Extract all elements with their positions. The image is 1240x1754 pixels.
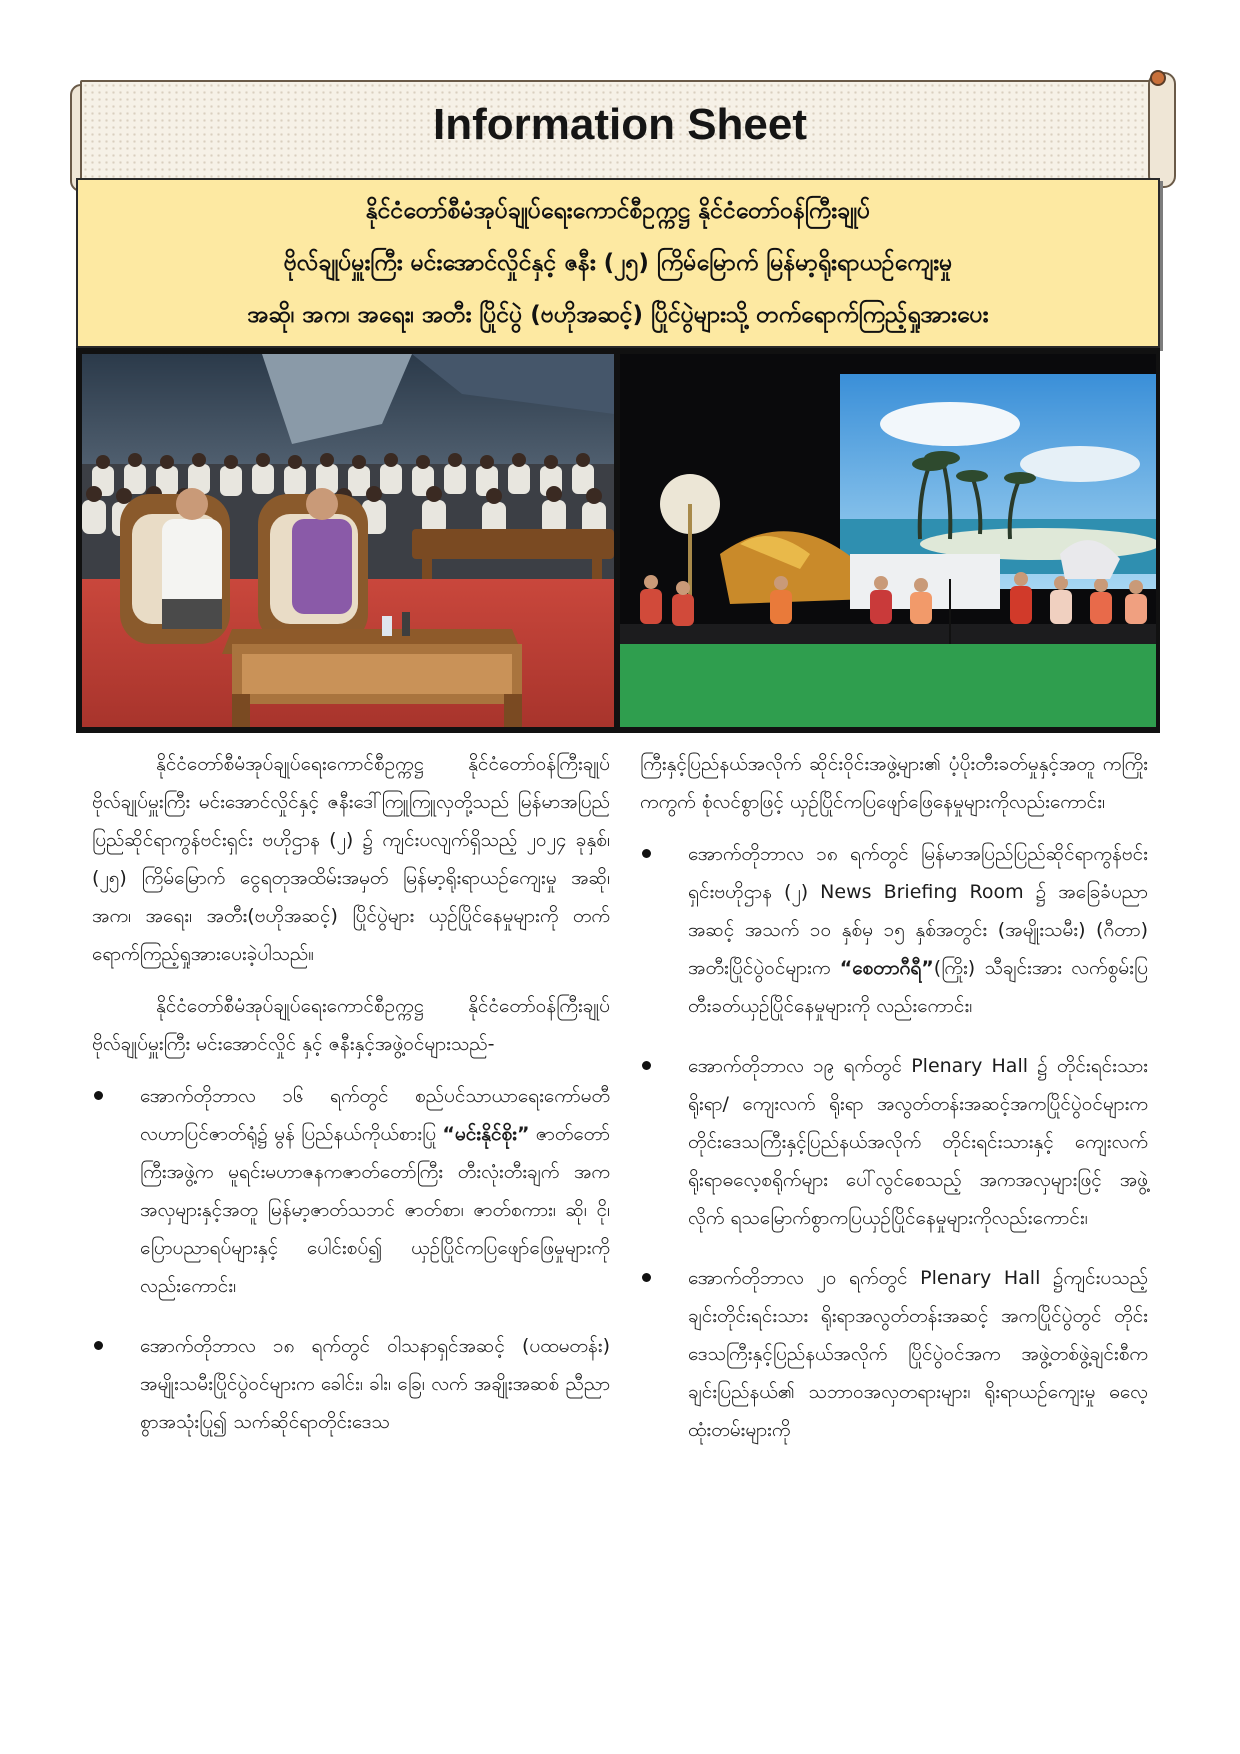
bullet-text: (ကြိုး) သီချင်းအား လက်စွမ်းပြတီးခတ်ယှဉ်ပြိုင်နေမှုများကို လည်းကောင်း၊ [688, 957, 1148, 1017]
bullet-text: အောက်တိုဘာလ ၁၉ ရက်တွင် Plenary Hall ၌ တိုင်းရင်းသား ရိုးရာ/ ကျေးလက် ရိုးရာ အလွတ်တန်းအဆင့်အကပြိုင်ပွဲဝင်များက တိုင်းဒေသကြီးနှင့်ပြည်နယ်အလိုက် တိုင်းရင်းသားနှင့် ကျေးလက်ရိုးရာဓလေ့စရိုက်များ ပေါ်လွင်စေသည့် အကအလှများဖြင့် အဖွဲ့လိုက် ရသမြောက်စွာကပြယှဉ်ပြိုင်နေမှုများကိုလည်းကောင်း၊ [688, 1055, 1148, 1229]
delegation-paragraph: နိုင်ငံတော်စီမံအုပ်ချုပ်ရေးကောင်စီဥက္ကဋ္ဌ နိုင်ငံတော်ဝန်ကြီးချုပ် ဗိုလ်ချုပ်မှူးကြီး မင်းအောင်လှိုင် နှင့် ဇနီးနှင့်အဖွဲ့ဝင်များသည်- [92, 995, 610, 1055]
headline-box [76, 178, 1160, 348]
song-name: “စေတာဂီရီ” [839, 957, 934, 979]
bullet-text: အောက်တိုဘာလ ၁၈ ရက်တွင် ဝါသနာရှင်အဆင့် (ပထမတန်း) အမျိုးသမီးပြိုင်ပွဲဝင်များက ခေါင်း၊ ခါး၊ ခြေ၊ လက် အချိုးအဆစ် ညီညာစွာအသုံးပြု၍ သက်ဆိုင်ရာတိုင်းဒေသ [140, 1335, 610, 1433]
stage-performance-photo [620, 354, 1156, 727]
stage-performance-photo-image [620, 354, 1156, 727]
bullet-dot-icon [642, 849, 651, 858]
bullet-continuation: ကြီးနှင့်ပြည်နယ်အလိုက် ဆိုင်းဝိုင်းအဖွဲ့များ၏ ပံ့ပိုးတီးခတ်မှုနှင့်အတူ ကကြိုးကကွက် စုံလင်စွာဖြင့် ယှဉ်ပြိုင်ကပြဖျော်ဖြေနေမှုများကိုလည်းကောင်း၊ [640, 753, 1148, 813]
list-item [640, 1259, 1148, 1449]
bullet-text: ဇာတ်တော်ကြီးအဖွဲ့က မူရင်းမဟာဇနကဇာတ်တော်ကြီး တီးလုံးတီးချက် အကအလှများနှင့်အတူ မြန်မာ့ဇာတ်သဘင် ဇာတ်စာ၊ ဇာတ်စကား၊ ဆို၊ ငို၊ ပြောပညာရပ်များနှင့် ပေါင်းစပ်၍ ယှဉ်ပြိုင်ကပြဖျော်ဖြေမှုများကိုလည်းကောင်း၊ [140, 1123, 610, 1297]
bullet-text: အောက်တိုဘာလ ၁၆ ရက်တွင် စည်ပင်သာယာရေးကော်မတီ လဟာပြင်ဇာတ်ရုံ၌ မွန် ပြည်နယ်ကိုယ်စားပြု [140, 1085, 610, 1145]
bullet-dot-icon [642, 1061, 651, 1070]
bullet-dot-icon [94, 1091, 103, 1100]
troupe-name: “မင်းနိုင်စိုး” [442, 1123, 530, 1145]
audience-photo-image [82, 354, 614, 727]
list-item [640, 835, 1148, 1025]
intro-paragraph: နိုင်ငံတော်စီမံအုပ်ချုပ်ရေးကောင်စီဥက္ကဋ္ဌ နိုင်ငံတော်ဝန်ကြီးချုပ် ဗိုလ်ချုပ်မှူးကြီး မင်းအောင်လှိုင်နှင့် ဇနီးဒေါ်ကြူကြူလှတို့သည် မြန်မာအပြည်ပြည်ဆိုင်ရာကွန်ဗင်းရှင်း ဗဟိုဌာန (၂) ၌ ကျင်းပလျက်ရှိသည့် ၂၀၂၄ ခုနှစ်၊ (၂၅) ကြိမ်မြောက် ငွေရတုအထိမ်းအမှတ် မြန်မာ့ရိုးရာယဉ်ကျေးမှု အဆို၊ အက၊ အရေး၊ အတီး(ဗဟိုအဆင့်) ပြိုင်ပွဲများ ယှဉ်ပြိုင်နေမှုများကို တက်ရောက်ကြည့်ရှုအားပေးခဲ့ပါသည်။ [92, 753, 610, 965]
headline-line-1: နိုင်ငံတော်စီမံအုပ်ချုပ်ရေးကောင်စီဥက္ကဋ္ဌ နိုင်ငံတော်ဝန်ကြီးချုပ် [365, 198, 871, 224]
audience-photo [82, 354, 614, 727]
bullet-text: အောက်တိုဘာလ ၂၀ ရက်တွင် Plenary Hall ၌ကျင်းပသည့် ချင်းတိုင်းရင်းသား ရိုးရာအလွတ်တန်းအဆင့် အကပြိုင်ပွဲတွင် တိုင်းဒေသကြီးနှင့်ပြည်နယ်အလိုက် ပြိုင်ပွဲဝင်အက အဖွဲ့တစ်ဖွဲ့ချင်းစီက ချင်းပြည်နယ်၏ သဘာဝအလှတရားများ၊ ရိုးရာယဉ်ကျေးမှု ဓလေ့ထုံးတမ်းများကို [688, 1267, 1148, 1441]
list-item [92, 1077, 610, 1305]
photo-strip [76, 348, 1160, 733]
body-column-left [92, 745, 610, 1463]
list-item [92, 1327, 610, 1441]
body-column-right [640, 745, 1148, 1471]
bullet-dot-icon [642, 1273, 651, 1282]
page-title: Information Sheet [432, 100, 808, 149]
scroll-knob [1150, 70, 1166, 86]
list-item [640, 1047, 1148, 1237]
bullet-text: အောက်တိုဘာလ ၁၈ ရက်တွင် မြန်မာအပြည်ပြည်ဆိုင်ရာကွန်ဗင်းရှင်းဗဟိုဌာန (၂) News Briefing Room ၌ အခြေခံပညာအဆင့် အသက် ၁၀ နှစ်မှ ၁၅ နှစ်အတွင်း (အမျိုးသမီး) (ဂီတာ) အတီးပြိုင်ပွဲဝင်များက [688, 843, 1148, 979]
headline-line-3: အဆို၊ အက၊ အရေး၊ အတီး ပြိုင်ပွဲ (ဗဟိုအဆင့်) ပြိုင်ပွဲများသို့ တက်ရောက်ကြည့်ရှုအားပေး [247, 302, 989, 328]
bullet-dot-icon [94, 1341, 103, 1350]
headline-line-2: ဗိုလ်ချုပ်မှူးကြီး မင်းအောင်လှိုင်နှင့် ဇနီး (၂၅) ကြိမ်မြောက် မြန်မာ့ရိုးရာယဉ်ကျေးမှု [283, 250, 953, 276]
